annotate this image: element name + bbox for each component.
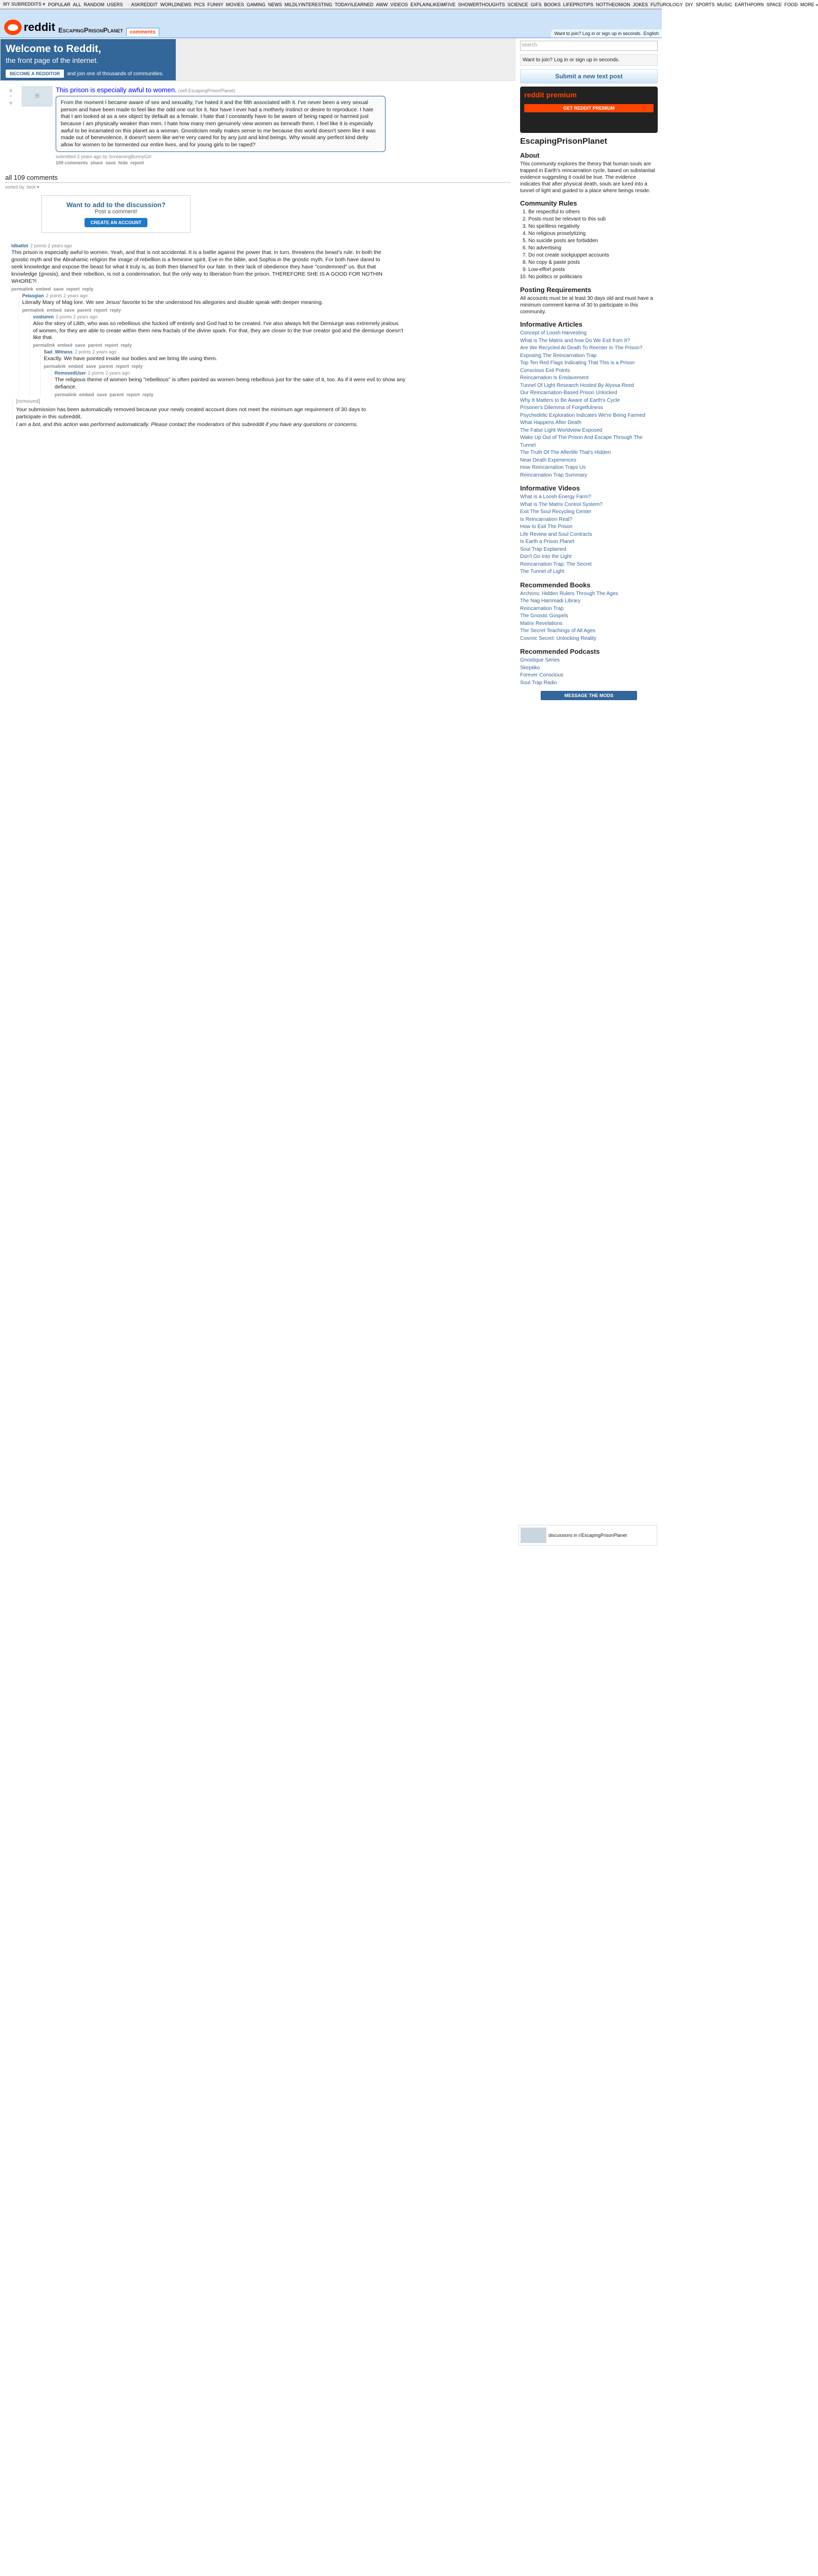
sr-sub[interactable]: FOOD xyxy=(784,2,798,7)
sr-sub[interactable]: TODAYILEARNED xyxy=(335,2,374,7)
comment-author[interactable]: voidsiren xyxy=(33,314,54,319)
rules-heading: Community Rules xyxy=(520,199,577,207)
sr-item[interactable]: USERS xyxy=(107,2,123,7)
books-heading: Recommended Books xyxy=(520,581,591,589)
sr-sub[interactable]: MILDLYINTERESTING xyxy=(284,2,332,7)
posting-text: All accounts must be at least 30 days old and must have a minimum comment karma of 30 to participate in this community. xyxy=(520,296,653,315)
post-selftext: From the moment I became aware of sex and sexuality, I've hated it and the filth associated with it. I've never been a very sexual person and have been made to feel like the odd one out for it. Nor have I ever had a motherly instinct or desire to reproduce. I hate that I am looked at as a sex object by default as a female. I hate that I constantly have to be aware of being raped or harmed just because I am physically weaker than men. I hate how many men genuinely view women as beneath them. I feel like it is especially awful to be incarnated on this planet as a woman. Gnosticism really makes sense to me because this world doesn't seem like it was made out of benevolence, it doesn't seem like we're very cared for by any just and kind beings. Why would any perfect kind deity allow for women to be tormented our entire lives, and for young girls to be raped? xyxy=(56,96,386,152)
articles-link[interactable]: Concept of Loosh Harvesting xyxy=(520,330,587,336)
comment-action[interactable]: save xyxy=(75,343,86,348)
podcasts-link[interactable]: Soul Trap Radio xyxy=(520,680,557,686)
articles-heading: Informative Articles xyxy=(520,320,582,328)
comment-action[interactable]: reply xyxy=(110,307,121,313)
comments-title: all 109 comments xyxy=(5,174,510,183)
premium-ad xyxy=(520,87,658,133)
comment-actions xyxy=(44,364,510,369)
rule-item: 2. Posts must be relevant to this sub xyxy=(528,216,658,223)
discussions-box xyxy=(518,1525,657,1546)
create-account-button[interactable]: CREATE AN ACCOUNT xyxy=(85,218,148,227)
welcome-banner xyxy=(0,39,515,81)
welcome-subtitle: the front page of the internet. xyxy=(6,56,98,64)
articles-link[interactable]: Our Reincarnation-Based Prison Unlocked xyxy=(520,390,617,396)
comment-tagline xyxy=(44,349,510,354)
comment-action[interactable]: embed xyxy=(68,364,84,369)
books-link[interactable]: The Secret Teachings of All Ages xyxy=(520,628,596,634)
comment-action[interactable]: permalink xyxy=(11,286,34,292)
comment-body: Exactly. We have pointed inside our bodies and we bring life using them. xyxy=(44,355,218,362)
sr-sub[interactable]: SPORTS xyxy=(695,2,715,7)
bot-comment xyxy=(12,398,510,429)
comment-action[interactable]: reply xyxy=(121,343,132,348)
sr-item[interactable]: RANDOM xyxy=(84,2,105,7)
sr-sub[interactable]: EXPLAINLIKEIMFIVE xyxy=(410,2,456,7)
sr-sub[interactable]: DIY xyxy=(685,2,693,7)
comment-action[interactable]: embed xyxy=(79,392,94,397)
articles-link[interactable]: Near Death Experiences xyxy=(520,457,576,463)
books-link[interactable]: Archons: Hidden Rulers Through The Ages xyxy=(520,590,619,597)
comment-action[interactable]: report xyxy=(105,343,119,348)
reddit-logo[interactable] xyxy=(4,20,55,35)
comment-action[interactable]: report xyxy=(115,364,129,369)
sr-sub[interactable]: JOKES xyxy=(632,2,648,7)
comment-actions xyxy=(33,343,510,348)
vote-box xyxy=(3,86,19,165)
comment-action[interactable]: save xyxy=(53,286,64,292)
comment-meta: 2 points 2 years ago xyxy=(56,314,98,319)
become-redditor-button[interactable]: BECOME A REDDITOR xyxy=(6,70,64,78)
sr-sub[interactable]: BOOKS xyxy=(544,2,561,7)
self-post-icon[interactable]: ≡ xyxy=(22,86,53,107)
comment-meta: 2 points 2 years ago xyxy=(30,243,72,249)
rule-item: 5. No suicide posts are forbidden xyxy=(528,238,658,245)
podcasts-link[interactable]: Skeptiko xyxy=(520,665,540,671)
header xyxy=(0,9,662,38)
comment-body: This prison is especially awful to women. Yeah, and that is not accidental. It is a battle against the power that, in turn, threatens the beast's rule. In both the gnostic myth and the Abrahamic religion the image of rebellion is a feminine spirit, Eve in the bible, and Sophia in the gnostic myth. For both have dared to seek knowledge and expose the beast for what it truly is, as both then blamed for our fate. In their lack of obedience they have "condemned" us. But that knowledge (gnosis), and their rebellion, is not a condemnation, but the only way to liberation from the prison. THEREFORE SHE IS A GOOD FOR NOTHIN WHORE?! xyxy=(11,249,382,284)
books-link[interactable]: The Gnostic Gospels xyxy=(520,613,569,619)
sr-sub[interactable]: GAMING xyxy=(246,2,265,7)
login-prompt[interactable]: Want to join? Log in or sign up in seconds. xyxy=(554,31,642,36)
comment-action[interactable]: save xyxy=(96,392,107,397)
articles-link[interactable]: Why It Matters to Be Aware of Earth's Cycle xyxy=(520,397,620,403)
post-action[interactable]: report xyxy=(130,160,144,166)
comment xyxy=(40,349,510,397)
comment-action[interactable]: parent xyxy=(77,307,92,313)
subreddit-bar: MY SUBREDDITS ▾ POPULAR ALL RANDOM USERS - ASKREDDIT WORLDNEWS PICS FUNNY MOVIES GAMING NEWS MILDLYINTERESTING TODAYILEARNED AWW VIDEOS EXPLAINLIKEIMFIVE SHOWERTHOUGHTS SCIENCE GIFS BOOKS LIFEPROTIPS NOTTHEONION JOKES FUTUROLOGY DIY SPORTS MUSIC EARTHPORN SPACE FOOD MORE » xyxy=(0,0,662,9)
sr-default-items xyxy=(48,2,125,7)
post-action[interactable]: save xyxy=(105,160,116,166)
search-input[interactable]: search xyxy=(520,41,658,51)
comment xyxy=(9,243,510,397)
comment-body: Literally Mary of Mag lore. We see Jesus' favorite to be she understood his allegories and double speak with deeper meaning. xyxy=(22,299,323,306)
comment-tagline xyxy=(55,370,510,376)
comment-actions xyxy=(11,286,510,292)
articles-link[interactable]: What Happens After Death xyxy=(520,420,581,426)
sr-sub[interactable]: NOTTHEONION xyxy=(596,2,630,7)
books-list xyxy=(520,590,658,643)
articles-link[interactable]: Psychedelic Exploration Indicates We're Being Farmed xyxy=(520,412,645,418)
comment xyxy=(19,293,510,397)
sr-sub[interactable]: MOVIES xyxy=(226,2,244,7)
welcome-rest: and join one of thousands of communities. xyxy=(67,71,164,77)
comment-action[interactable]: permalink xyxy=(55,392,77,397)
podcasts-link[interactable]: Gnostique Series xyxy=(520,657,560,663)
rule-item: 10. No politics or politicians xyxy=(528,274,658,281)
articles-link[interactable]: Conscious Exit Points xyxy=(520,367,570,374)
sr-sub[interactable]: NEWS xyxy=(268,2,282,7)
comment-tagline xyxy=(11,243,510,248)
discussion-prompt xyxy=(41,195,191,233)
message-mods-button[interactable]: MESSAGE THE MODS xyxy=(541,691,637,700)
sr-sub[interactable]: ASKREDDIT xyxy=(131,2,158,7)
comment-meta: 2 points 2 years ago xyxy=(46,293,88,298)
comment-action[interactable]: report xyxy=(66,286,80,292)
welcome-title: Welcome to Reddit, xyxy=(6,43,102,55)
post-tagline: submitted 2 years ago by ScreamingBunnyGirl xyxy=(56,154,152,160)
posting-heading: Posting Requirements xyxy=(520,286,591,294)
sort-selector[interactable]: sorted by: best ▾ xyxy=(5,184,40,190)
books-link[interactable]: Cosmic Secret: Unlocking Reality xyxy=(520,635,596,641)
articles-link[interactable]: Wake Up Out of The Prison And Escape Through The Tunnel xyxy=(520,435,643,448)
rule-item: 1. Be respectful to others xyxy=(528,209,658,216)
about-heading: About xyxy=(520,151,540,159)
comment-action[interactable]: permalink xyxy=(33,343,55,348)
comment-author[interactable]: Sad_Witness xyxy=(44,349,73,355)
comment-list xyxy=(5,243,510,429)
comment-action[interactable]: embed xyxy=(57,343,73,348)
reddit-wordmark: reddit xyxy=(24,21,56,33)
post-action[interactable]: share xyxy=(90,160,103,166)
comment-author[interactable]: Pelasgian xyxy=(22,293,44,298)
articles-link[interactable]: Top Ten Red Flags Indicating That This is a Prison xyxy=(520,360,635,366)
rule-item: 7. Do not create sockpuppet accounts xyxy=(528,252,658,259)
sr-sub[interactable]: FUNNY xyxy=(207,2,224,7)
rule-item: 8. No copy & paste posts xyxy=(528,259,658,266)
sr-sub[interactable]: FUTUROLOGY xyxy=(650,2,683,7)
videos-link[interactable]: Is Earth a Prison Planet xyxy=(520,539,575,545)
sr-sub[interactable]: SHOWERTHOUGHTS xyxy=(458,2,505,7)
comment-action[interactable]: reply xyxy=(82,286,94,292)
comment-action[interactable]: report xyxy=(126,392,140,397)
videos-link[interactable]: What is a Loosh Energy Farm? xyxy=(520,494,591,500)
sr-sub[interactable]: LIFEPROTIPS xyxy=(563,2,594,7)
post-action[interactable]: 109 comments xyxy=(56,160,88,166)
comment-area xyxy=(0,168,515,432)
comment xyxy=(51,370,510,397)
sr-sub[interactable]: VIDEOS xyxy=(390,2,408,7)
language-select[interactable]: English xyxy=(643,31,659,36)
podcasts-heading: Recommended Podcasts xyxy=(520,648,600,655)
login-prompt-side[interactable]: Want to join? Log in or sign up in seconds. xyxy=(523,57,620,63)
rule-item: 3. No spiritless negativity xyxy=(528,223,658,230)
comment-action[interactable]: parent xyxy=(98,364,113,369)
sr-sub[interactable]: MUSIC xyxy=(717,2,732,7)
articles-list xyxy=(520,330,658,479)
comment-actions xyxy=(55,392,510,397)
videos-link[interactable]: The Tunnel of Light xyxy=(520,569,564,574)
main-content xyxy=(0,39,515,432)
submit-text-post-button[interactable]: Submit a new text post xyxy=(520,69,658,83)
articles-link[interactable]: What is The Matrix and how Do We Exit from It? xyxy=(520,337,630,344)
bot-signature: I am a bot, and this action was performed automatically. Please contact the moderators of this subreddit if you have any questions or concerns. xyxy=(16,421,358,428)
articles-link[interactable]: Tunnel Of Light Research Hosted By Alyssa Reed xyxy=(520,382,634,388)
sr-item[interactable]: POPULAR xyxy=(48,2,71,7)
comment-action[interactable]: reply xyxy=(142,392,154,397)
books-link[interactable]: Reincarnation Trap xyxy=(520,605,564,612)
sr-sub[interactable]: WORLDNEWS xyxy=(160,2,192,7)
tab-comments[interactable]: comments xyxy=(126,28,159,36)
sr-sub[interactable]: SPACE xyxy=(766,2,782,7)
podcasts-list xyxy=(520,657,658,687)
videos-link[interactable]: Don't Go Into the Light xyxy=(520,554,572,560)
sr-sub-items xyxy=(131,2,800,7)
post-action[interactable]: hide xyxy=(118,160,128,166)
comment-author[interactable]: Idbatlot xyxy=(11,243,28,249)
my-subreddits-dropdown[interactable]: MY SUBREDDITS ▾ xyxy=(3,2,45,7)
articles-link[interactable]: Are We Recycled At Death To Reenter In The Prison? xyxy=(520,345,643,351)
comment-actions xyxy=(22,308,510,313)
premium-title: reddit premium xyxy=(524,91,577,99)
comment xyxy=(29,314,510,397)
videos-link[interactable]: Reincarnation Trap: The Secret xyxy=(520,561,592,567)
comment-action[interactable]: permalink xyxy=(44,364,66,369)
sr-sub[interactable]: PICS xyxy=(194,2,205,7)
comment-meta: 2 points 2 years ago xyxy=(74,349,117,355)
removed-label: [removed] xyxy=(16,398,40,404)
sr-sub[interactable]: SCIENCE xyxy=(507,2,528,7)
get-premium-button[interactable]: GET REDDIT PREMIUM xyxy=(524,104,654,112)
articles-link[interactable]: The Truth Of The Afterlife That's Hidden xyxy=(520,450,611,455)
about-text: This community explores the theory that human souls are trapped in Earth's reincarnation cycle, based on substantial evidence suggesting it could be true. The evidence indicates that after physical death, souls are lured into a tunnel of light and guided to a place where beings reside. xyxy=(520,161,655,194)
upvote-icon[interactable]: ▲ xyxy=(8,87,14,93)
comment-action[interactable]: parent xyxy=(88,343,103,348)
podcasts-link[interactable]: Forever Conscious xyxy=(520,672,563,678)
user-box xyxy=(551,29,662,38)
articles-link[interactable]: Prisoner's Dilemma of Forgetfulness xyxy=(520,405,603,411)
comment-meta: 2 points 2 years ago xyxy=(88,370,130,376)
videos-link[interactable]: Is Reincarnation Real? xyxy=(520,516,573,522)
sr-sub[interactable]: GIFS xyxy=(530,2,542,7)
comment-action[interactable]: embed xyxy=(36,286,51,292)
rule-item: 9. Low-effort posts xyxy=(528,266,658,274)
welcome-image xyxy=(176,39,515,80)
books-link[interactable]: Matrix Revelations xyxy=(520,620,563,626)
comment-action[interactable]: embed xyxy=(46,307,62,313)
subreddit-name[interactable]: EscapingPrisonPlanet xyxy=(58,26,123,34)
articles-link[interactable]: Exposing The Reincarnation Trap xyxy=(520,352,597,359)
rule-item: 6. No advertising xyxy=(528,245,658,252)
sr-sub[interactable]: EARTHPORN xyxy=(734,2,764,7)
comment-action[interactable]: report xyxy=(94,307,108,313)
comment-tagline xyxy=(22,293,510,298)
videos-link[interactable]: How to Exit The Prison xyxy=(520,524,573,530)
comment-body: The religious theme of women being "rebellious" is often painted as women being rebellious just for the sake of it, too. As if it were evil to show any defiance. xyxy=(55,377,406,390)
post-score: • xyxy=(10,93,12,99)
snoo-icon xyxy=(4,20,22,35)
post xyxy=(0,83,515,168)
videos-heading: Informative Videos xyxy=(520,484,580,492)
articles-link[interactable]: Reincarnation Is Enslavement xyxy=(520,375,589,381)
bot-note: Your submission has been automatically removed because your newly created account does not meet the minimum age requirement of 30 days to participate in this subreddit. xyxy=(16,406,366,420)
comment-action[interactable]: save xyxy=(86,364,96,369)
videos-link[interactable]: What is The Matrix Control System? xyxy=(520,501,603,507)
books-link[interactable]: The Nag Hammadi Library xyxy=(520,598,581,604)
comment-author[interactable]: RemovedUser xyxy=(55,370,86,376)
articles-link[interactable]: The False Light Worldview Exposed xyxy=(520,427,603,433)
videos-link[interactable]: Life Review and Soul Contracts xyxy=(520,531,592,537)
videos-list xyxy=(520,494,658,576)
discussion-thumbnail[interactable] xyxy=(521,1528,546,1543)
videos-link[interactable]: Soul Trap Explained xyxy=(520,546,566,552)
articles-link[interactable]: How Reincarnation Traps Us xyxy=(520,465,586,470)
discussion-sub: Post a comment! xyxy=(94,209,138,215)
post-title[interactable]: This prison is especially awful to women. xyxy=(56,86,177,94)
videos-link[interactable]: Exit The Soul Recycling Center xyxy=(520,509,592,515)
comment-action[interactable]: parent xyxy=(109,392,124,397)
comment-action[interactable]: reply xyxy=(131,364,143,369)
comment-action[interactable]: save xyxy=(64,307,75,313)
post-domain[interactable]: (self.EscapingPrisonPlanet) xyxy=(178,88,236,93)
discussions-label[interactable]: discussions in r/EscapingPrisonPlanet xyxy=(548,1533,627,1538)
articles-link[interactable]: Reincarnation Trap Summary xyxy=(520,472,588,478)
sr-sub[interactable]: AWW xyxy=(376,2,388,7)
more-link[interactable]: MORE » xyxy=(800,2,818,7)
post-actions xyxy=(56,160,512,165)
rules-list xyxy=(520,209,658,281)
login-box xyxy=(520,54,658,66)
comment-action[interactable]: permalink xyxy=(22,307,44,313)
comment-tagline xyxy=(33,314,510,319)
discussion-title: Want to add to the discussion? xyxy=(66,201,166,209)
rule-item: 4. No religious proselytizing xyxy=(528,230,658,238)
sr-item[interactable]: ALL xyxy=(73,2,81,7)
sidebar-subreddit-title[interactable]: EscapingPrisonPlanet xyxy=(520,137,607,146)
sidebar xyxy=(518,39,660,706)
comment-body: Also the story of Lilith, who was so rebellious she fucked off entirely and God had to be created. I've also always felt the Demiurge was extremely jealous of women, for they are able to create within them new fractals of the divine spark. For that, they are closer to the true creator god and the demiurge doesn't like that. xyxy=(33,320,404,341)
downvote-icon[interactable]: ▼ xyxy=(8,100,14,107)
